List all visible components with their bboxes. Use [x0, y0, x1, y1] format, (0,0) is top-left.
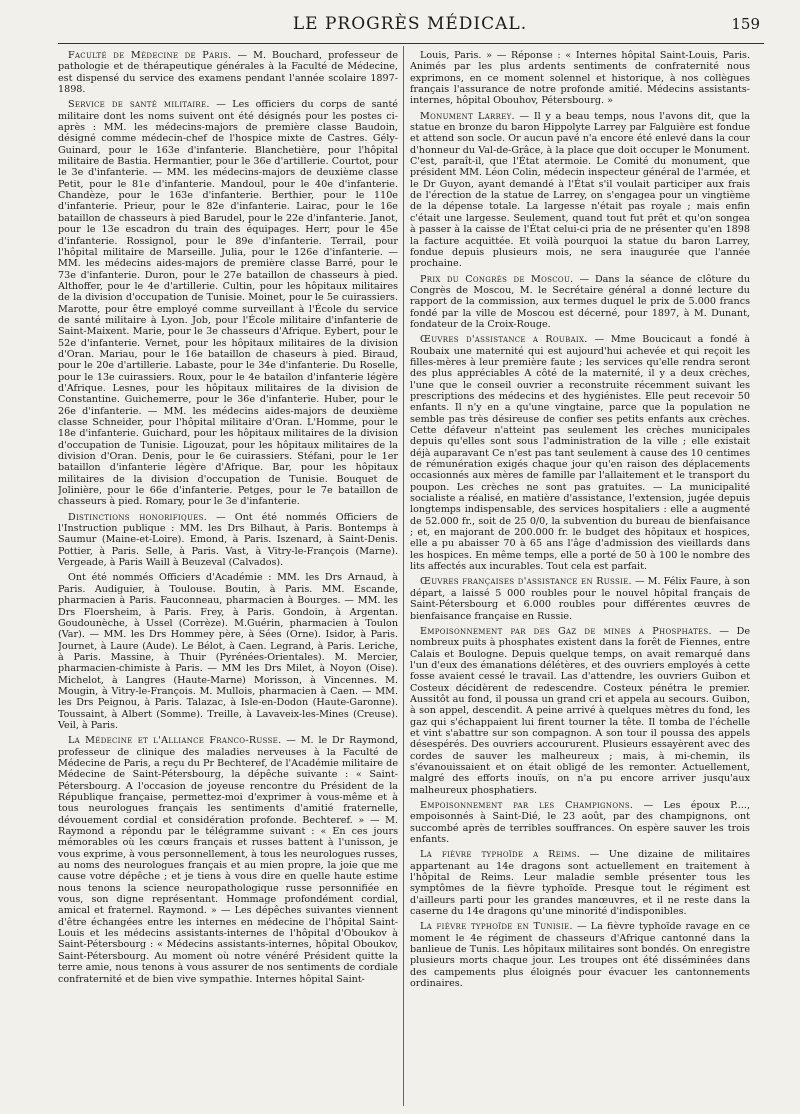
article-heading: Empoisonnement par les Champignons.: [420, 800, 634, 811]
article-typhoide-reims: [410, 849, 750, 917]
page-header: [60, 14, 760, 40]
article-sante-militaire: [58, 99, 398, 507]
article-typhoide-tunisie: [410, 921, 750, 989]
left-column: [58, 50, 398, 1110]
article-body: — Dans la séance de clôture du Congrès de Moscou, M. le Secrétaire général a donné lecture du rapport de la commission, aux termes duquel le prix de 5.000 francs fondé par la ville de Moscou est décerné, pour 1897, à M. Dunant, fondateur de la Croix-Rouge.: [410, 273, 750, 330]
page-number: 159: [731, 15, 760, 33]
header-rule: [58, 43, 764, 44]
article-heading: Faculté de Médecine de Paris.: [68, 50, 232, 61]
article-body: — M. Bouchard, professeur de pathologie et de thérapeutique générales à la Faculté de Médecine, est dispensé du service des examens pendant l'année scolaire 1897-1898.: [58, 50, 398, 96]
article-roubaix: [410, 334, 750, 572]
article-body: — De nombreux puits à phosphates existent dans la forêt de Fiennes, entre Calais et Boulogne. Depuis quelque temps, on avait remarqué dans l'un d'eux des émanations délétères, et des ouvriers employés à cette fosse avaient cessé le travail. Las d'attendre, les ouvriers Guibon et Costeux décidèrent de redescendre. Costeux pénétra le premier. Aussitôt au fond, il poussa un grand cri et appela au secours. Guibon, à son appel, descendit. A peine arrivé à quelques mètres du fond, les gaz qui s'échappaient lui firent tourner la tête. Il tomba de l'échelle et vint s'abattre sur son compagnon. A son tour il poussa des appels désespérés. Des ouvriers accoururent. Plusieurs essayèrent avec des cordes de sauver les malheureux ; mais, à mi-chemin, ils s'évanouissaient et on était obligé de les remonter. Actuellement, malgré des efforts inouïs, on n'a pu encore arriver jusqu'aux malheureux phosphatiers.: [410, 625, 750, 796]
article-heading: Service de santé militaire.: [68, 99, 210, 111]
article-body: Ont été nommés Officiers d'Académie : MM. les Drs Arnaud, à Paris. Audiguier, à Toulouse. Boutin, à Paris. MM. Escande, pharmacien à Paris. Fauconneau, pharmacien à Bourges. — MM. les Drs Floersheim, à Paris. Frey, à Paris. Gondoin, à Argentan. Goudounèche, à Ussel (Corrèze). M.Guérin, pharmacien à Toulon (Var). — MM. les Drs Hommey père, à Sées (Orne). Isidor, à Paris. Journet, à Laure (Aude). Le Bélot, à Caen. Legrand, à Paris. Leriche, à Paris. Massine, à Thuir (Pyrénées-Orientales). M. Mercier, pharmacien-chimiste à Paris. — MM les Drs Milet, à Noyon (Oise). Michelot, à Langres (Haute-Marne) Morisson, à Vincennes. M. Mougin, à Vitry-le-François. M. Mullois, pharmacien à Caen. — MM. les Drs Peignou, à Paris. Talazac, à Isle-en-Dodon (Haute-Garonne). Toussaint, à Albert (Somme). Treille, à Lavaveix-les-Mines (Creuse). Veil, à Paris.: [58, 572, 398, 731]
article-body: — Les officiers du corps de santé militaire dont les noms suivent ont été désignés pour les postes ci-après : MM. les médecins-majors de première classe Baudoin, désigné comme médecin-chef de l'hospice mixte de Castres. Gély-Guinard, pour le 163e d'infanterie. Blanchetière, pour l'hôpital militaire de Bastia. Hermantier, pour le 36e d'artillerie. Courtot, pour le 3e d'infanterie. — MM. les médecins-majors de deuxième classe Petit, pour le 81e d'infanterie. Mandoul, pour le 40e d'infanterie. Chandèze, pour le 163e d'infanterie. Berthier, pour le 110e d'infanterie. Prieur, pour le 82e d'infanterie. Lairac, pour le 16e bataillon de chasseurs à pied Barudel, pour le 22e d'infanterie. Janot, pour le 13e escadron du train des équipages. Herr, pour le 45e d'infanterie. Rossignol, pour le 89e d'infanterie. Terrail, pour l'hôpital militaire de Marseille. Julia, pour le 126e d'infanterie. — MM. les médecins aides-majors de première classe Barré, pour le 73e d'infanterie. Duron, pour le 27e bataillon de chasseurs à pied. Althoffer, pour le 4e d'artillerie. Cultin, pour les hôpitaux militaires de la division d'occupation de Tunisie. Moinet, pour le 5e cuirassiers. Marotte, pour être employé comme surveillant à l'École du service de santé militaire à Lyon. Job, pour l'École militaire d'infanterie de Saint-Maixent. Marie, pour le 3e chasseurs d'Afrique. Eybert, pour le 52e d'infanterie. Vernet, pour les hôpitaux militaires de la division d'Oran. Mariau, pour le 16e bataillon de chaseurs à pied. Biraud, pour le 20e d'artillerie. Labaste, pour le 34e d'infanterie. Du Roselle, pour le 13e cuirassiers. Roux, pour le 4e batailon d'infanterie légère d'Afrique. Lesnes, pour les hôpitaux militaires de la division de Constantine. Guichemerre, pour le 36e d'infanterie. Huber, pour le 26e d'infanterie. — MM. les médecins aides-majors de deuxième classe Schneider, pour l'hôpital militaire d'Oran. L'Homme, pour le 18e d'infanterie. Guichard, pour les hôpitaux militaires de la division d'occupation de Tunisie. Ligouzat, pour les hôpitaux militaires de la division d'Oran. Denis, pour le 6e cuirassiers. Stéfani, pour le 1er bataillon d'infanterie légère d'Afrique. Bar, pour les hôpitaux militaires de la division d'occupation de Tunisie. Bouquet de Jolinière, pour le 66e d'infanterie. Petges, pour le 7e bataillon de chasseurs à pied. Romary, pour le 3e d'infanterie.: [58, 99, 398, 508]
article-heading: La fièvre typhoïde en Tunisie.: [420, 921, 573, 933]
article-alliance-franco-russe: [58, 735, 398, 985]
article-body: — Mme Boucicaut a fondé à Roubaix une maternité qui est aujourd'hui achevée et qui reçoit les filles-mères à leur première faute ; les services qu'elle rendra seront des plus appréciables A côté de la maternité, il y a deux crèches, l'une que le conseil ouvrier a reconstruite récemment suivant les prescriptions des médecins et des hygiénistes. Elle peut recevoir 50 enfants. Il n'y en a qu'une vingtaine, parce que la population ne semble pas très désireuse de confier ses petits enfants aux crèches. Cette défaveur n'atteint pas seulement les crèches municipales depuis qu'elles sont sous l'administration de la ville ; elle existait déjà auparavant Ce n'est pas tant seulement à cause des 10 centimes de rémunération exigés chaque jour qu'en raison des déplacements occasionnés aux mères de famille par l'allaitement et le transport du poupon. Les crèches ne sont pas gratuites. — La municipalité socialiste a réalisé, en matière d'assistance, l'extension, jugée depuis longtemps indispensable, des services hospitaliers : elle a augmenté de 52.000 fr., soit de 25 0/0, la subvention du bureau de bienfaisance ; et, en majorant de 200.000 fr. le budget des hôpitaux et hospices, elle a pu abaisser 70 à 65 ans l'âge d'admission des vieillards dans les hospices. En même temps, elle a porté de 50 à 100 le nombre des lits affectés aux incurables. Tout cela est parfait.: [410, 334, 750, 573]
article-heading: Prix du Congrès de Moscou.: [420, 273, 574, 285]
article-distinctions: [58, 512, 398, 569]
article-body: — Il y a beau temps, nous l'avons dit, que la statue en bronze du baron Hippolyte Larrey par Falguière est fondue et attend son socle. Or aucun pavé n'a encore été enlevé dans la cour d'honneur du Val-de-Grâce, à la place que doit occuper le Monument. C'est, paraît-il, que l'État atermoie. Le Comité du monument, que président MM. Léon Colin, médecin inspecteur général de l'armée, et le Dr Guyon, ayant demandé à l'État s'il voulait participer aux frais de l'érection de la statue de Larrey, on s'engagea pour un vingtième de la dépense totale. La largesse n'était pas royale ; mais enfin c'était une largesse. Seulement, quand tout fut prêt et qu'on songea à passer à la caisse de l'État celui-ci pria de ne présenter qu'en 1898 la facture acquittée. Et voilà pourquoi la statue du baron Larrey, fondue depuis plusieurs mois, ne sera inaugurée que l'année prochaine.: [410, 110, 750, 270]
article-heading: Monument Larrey.: [420, 110, 515, 122]
article-prix-moscou: [410, 274, 750, 331]
journal-title: LE PROGRÈS MÉDICAL.: [292, 14, 528, 34]
article-phosphates: [410, 626, 750, 796]
article-body: — La fièvre typhoïde ravage en ce moment le 4e régiment de chasseurs d'Afrique cantonné dans la banlieue de Tunis. Les hôpitaux militaires sont bondés. On enregistre plusieurs morts chaque jour. Les troupes ont été disséminées dans des campements plus éloignés pour évacuer les cantonnements ordinaires.: [410, 921, 750, 990]
article-heading: Distinctions honorifiques.: [68, 511, 208, 523]
right-column: [410, 50, 750, 1110]
article-champignons: [410, 800, 750, 845]
article-continuation: [410, 50, 750, 107]
article-officiers-academie: [58, 572, 398, 731]
article-body: — Ont été nommés Officiers de l'Instruction publique : MM. les Drs Bilhaut, à Paris. Bontemps à Saumur (Maine-et-Loire). Emond, à Paris. Iszenard, à Saint-Denis. Pottier, à Paris. Selle, à Paris. Vast, à Vitry-le-François (Marne). Vergeade, à Paris Waill à Beuzeval (Calvados).: [58, 511, 398, 569]
article-body: — Les époux P...., empoisonnés à Saint-Dié, le 23 août, par des champignons, ont succombé après de terribles souffrances. On espère sauver les trois enfants.: [410, 800, 750, 846]
article-body: — Une dizaine de militaires appartenant au 14e dragons sont actuellement en traitement à l'hôpital de Reims. Leur maladie semble présenter tous les symptômes de la fièvre typhoïde. Presque tout le régiment est d'ailleurs parti pour les grandes manœuvres, et il ne reste dans la caserne du 14e dragons qu'une minorité d'indisponibles.: [410, 849, 750, 918]
article-heading: Œuvres d'assistance a Roubaix.: [420, 334, 588, 346]
article-russie: [410, 576, 750, 621]
column-divider: [403, 46, 404, 1106]
article-heading: Empoisonnement par des Gaz de mines a Phosphates.: [420, 625, 712, 637]
article-heading: La Médecine et l'Alliance Franco-Russe.: [68, 735, 282, 747]
article-body: — M. le Dr Raymond, professeur de clinique des maladies nerveuses à la Faculté de Médecine de Paris, a reçu du Pr Bechteref, de l'Académie militaire de Médecine de Saint-Pétersbourg, la dépêche suivante : « Saint-Pétersbourg. A l'occasion de joyeuse rencontre du Président de la République française, permettez-moi d'exprimer à vous-même et à tous neurologues français les sentiments d'amitié fraternelle, dévouement cordial et considération profonde. Bechteref. » — M. Raymond a répondu par le télégramme suivant : « En ces jours mémorables où les cœurs français et russes battent à l'unisson, je vous exprime, à vous personnellement, à tous les neurologues russes, au noms des neurologues français et au mien propre, la joie que me cause votre dépêche ; et je tiens à vous dire en quelle haute estime nous tenons la science neuropathologique russe personnifiée en vous, son digne représentant. Hommage profondément cordial, amical et fraternel. Raymond. » — Les dépêches suivantes viennent d'être échangées entre les internes en médecine de l'hôpital Saint-Louis et les médecins assistants-internes de l'hôpital d'Oboukov à Saint-Pétersbourg : « Médecins assistants-internes, hôpital Oboukov, Saint-Pétersbourg. Au moment où notre vénéré Président quitte la terre amie, nous tenons à vous assurer de nos sentiments de cordiale confraternité et de bien vive sympathie. Internes hôpital Saint-: [58, 735, 398, 985]
article-faculte: [58, 50, 398, 95]
article-heading: Œuvres françaises d'assistance en Russie.: [420, 576, 632, 588]
article-body: Louis, Paris. » — Réponse : « Internes hôpital Saint-Louis, Paris. Animés par les plus ardents sentiments de confraternité nous exprimons, en ce moment solennel et historique, à nos collègues français l'assurance de notre profonde amitié. Médecins assistants-internes, hôpital Obouhov, Pétersbourg. »: [410, 50, 750, 107]
article-body: — M. Félix Faure, à son départ, a laissé 5 000 roubles pour le nouvel hôpital français de Saint-Pétersbourg et 6.000 roubles pour différentes œuvres de bienfaisance française en Russie.: [410, 576, 750, 622]
article-monument-larrey: [410, 111, 750, 270]
article-heading: La fièvre typhoïde a Reims.: [420, 849, 581, 861]
